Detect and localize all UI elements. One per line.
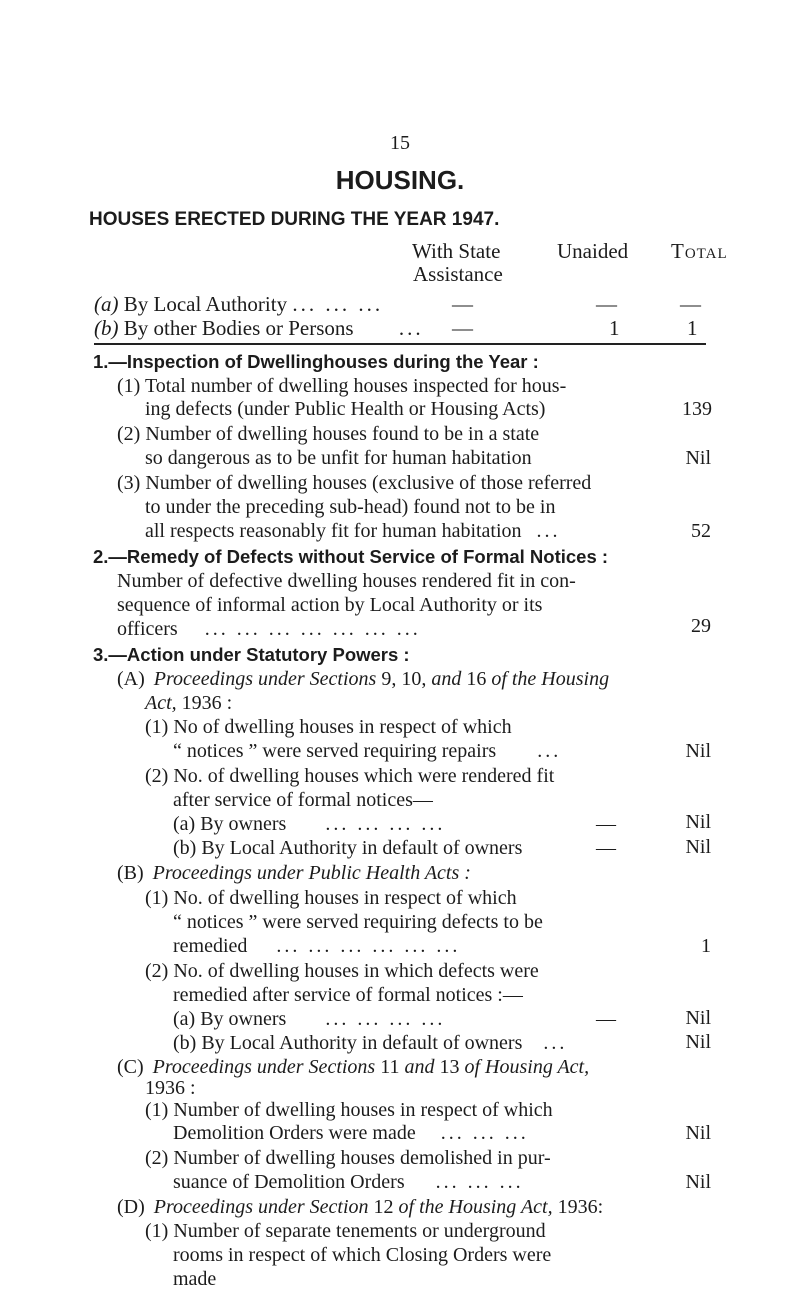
item-text: remedied ... ... ... ... ... ... [173, 935, 461, 957]
item-value: Nil [685, 1171, 711, 1193]
item-text: (2) No. of dwelling houses in which defects were [145, 960, 539, 982]
item-text: suance of Demolition Orders ... ... ... [173, 1171, 524, 1193]
item-text: ing defects (under Public Health or Housing Acts) [145, 398, 546, 420]
item-text: officers ... ... ... ... ... ... ... [117, 618, 421, 640]
page-title: HOUSING. [335, 165, 465, 195]
item-text: (3) Number of dwelling houses (exclusive of those referred [117, 472, 592, 494]
item-value: Nil [685, 447, 711, 469]
item-value: Nil [685, 740, 711, 762]
item-text: after service of formal notices— [173, 789, 433, 811]
item-text: (1) Number of dwelling houses in respect of which [145, 1099, 553, 1121]
item-text: all respects reasonably fit for human habitation ... [145, 520, 561, 542]
dash: — [596, 1008, 616, 1030]
item-value: 52 [691, 520, 711, 542]
item-text: remedied after service of formal notices :— [173, 984, 523, 1006]
table-cell-unaided: 1 [609, 316, 620, 340]
subsection-title: (A) Proceedings under Sections 9, 10, and 16 of the Housing [117, 668, 610, 690]
subsection-title-cont: Act, 1936 : [145, 692, 233, 714]
header-with-state-line1: With State [412, 239, 501, 263]
item-text: to under the preceding sub-head) found not to be in [145, 496, 556, 518]
item-text: Number of defective dwelling houses rendered fit in con- [117, 570, 576, 592]
dash: — [596, 813, 616, 835]
divider [94, 343, 706, 345]
section-heading: 2.—Remedy of Defects without Service of Formal Notices : [93, 546, 609, 567]
item-text: (1) No. of dwelling houses in respect of which [145, 887, 517, 909]
section-heading: 3.—Action under Statutory Powers : [93, 644, 410, 665]
subsection-title: (B) Proceedings under Public Health Acts : [117, 862, 471, 884]
page-number: 15 [390, 132, 410, 154]
table-cell-total: — [680, 292, 701, 316]
subsection-title: (C) Proceedings under Sections 11 and 13 of Housing Act, [117, 1056, 590, 1078]
table-row-label: (b) By other Bodies or Persons ... [94, 316, 424, 340]
item-value: Nil [685, 836, 711, 858]
item-value: Nil [685, 811, 711, 833]
subsection-title: (D) Proceedings under Section 12 of the Housing Act, 1936: [117, 1196, 604, 1218]
dash: — [596, 837, 616, 859]
item-value: 29 [691, 615, 711, 637]
table-cell-total: 1 [687, 316, 698, 340]
item-text: (1) Total number of dwelling houses inspected for hous- [117, 375, 567, 397]
item-value: Nil [685, 1031, 711, 1053]
item-text: “ notices ” were served requiring defects to be [173, 911, 543, 933]
section-heading: 1.—Inspection of Dwellinghouses during the Year : [93, 351, 539, 372]
item-text: (a) By owners ... ... ... ... [173, 1008, 446, 1030]
item-text: (1) Number of separate tenements or underground [145, 1220, 546, 1242]
item-value: 1 [701, 935, 711, 957]
item-value: Nil [685, 1007, 711, 1029]
item-text: made [173, 1268, 217, 1290]
item-text: (2) Number of dwelling houses found to be in a state [117, 423, 540, 445]
table-cell-with-state: — [452, 292, 473, 316]
item-text: (1) No of dwelling houses in respect of which [145, 716, 512, 738]
item-text: (a) By owners ... ... ... ... [173, 813, 446, 835]
item-text: rooms in respect of which Closing Orders were [173, 1244, 552, 1266]
item-text: sequence of informal action by Local Authority or its [117, 594, 543, 616]
item-text: (b) By Local Authority in default of owners [173, 837, 523, 859]
header-with-state-line2: Assistance [413, 262, 503, 286]
item-text: (b) By Local Authority in default of owners ... [173, 1032, 568, 1054]
item-text: Demolition Orders were made ... ... ... [173, 1122, 529, 1144]
item-text: (2) Number of dwelling houses demolished in pur- [145, 1147, 551, 1169]
table-cell-unaided: — [596, 292, 617, 316]
item-value: Nil [685, 1122, 711, 1144]
header-unaided: Unaided [557, 239, 629, 263]
table-row-label: (a) By Local Authority ... ... ... [94, 292, 384, 316]
item-text: (2) No. of dwelling houses which were rendered fit [145, 765, 555, 787]
item-text: “ notices ” were served requiring repairs ... [173, 740, 562, 762]
table-cell-with-state: — [452, 316, 473, 340]
item-value: 139 [682, 398, 712, 420]
item-text: so dangerous as to be unfit for human habitation [145, 447, 532, 469]
header-total: Total [671, 239, 728, 263]
subsection-title-cont: 1936 : [145, 1077, 196, 1099]
page-subtitle: HOUSES ERECTED DURING THE YEAR 1947. [89, 209, 500, 230]
